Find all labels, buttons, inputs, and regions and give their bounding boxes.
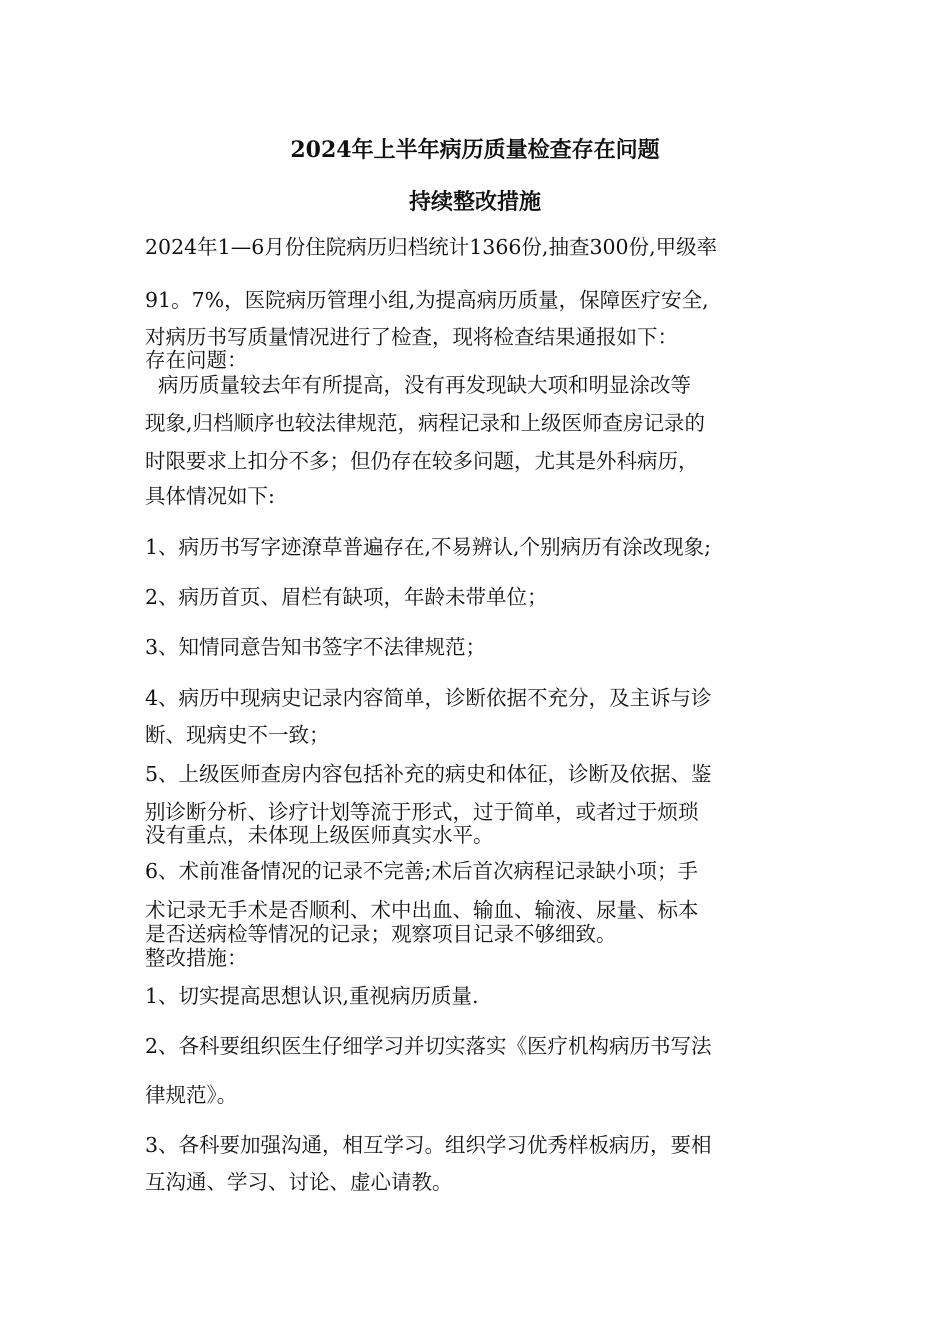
measures-heading: 整改措施： xyxy=(145,946,248,970)
measure-item-3-cont: 互沟通、学习、讨论、虚心请教。 xyxy=(145,1170,453,1194)
problem-item-2: 2、病历首页、眉栏有缺项，年龄未带单位； xyxy=(145,585,548,609)
problem-item-4-cont: 断、现病史不一致； xyxy=(145,723,330,747)
problem-item-3: 3、知情同意告知书签字不法律规范； xyxy=(145,635,487,659)
intro-line: 对病历书写质量情况进行了检查，现将检查结果通报如下： xyxy=(145,325,678,349)
problem-item-5-cont: 别诊断分析、诊疗计划等流于形式，过于简单，或者过于烦琐 xyxy=(145,800,699,824)
problems-summary-line: 现象,归档顺序也较法律规范，病程记录和上级医师查房记录的 xyxy=(145,411,706,435)
problem-item-6-cont: 是否送病检等情况的记录；观察项目记录不够细致。 xyxy=(145,922,617,946)
measure-item-2: 2、各科要组织医生仔细学习并切实落实《医疗机构病历书写法 xyxy=(145,1034,712,1058)
document-title: 2024年上半年病历质量检查存在问题 xyxy=(290,137,660,163)
problems-summary-line: 时限要求上扣分不多；但仍存在较多问题，尤其是外科病历， xyxy=(145,449,699,473)
problem-item-4: 4、病历中现病史记录内容简单，诊断依据不充分，及主诉与诊 xyxy=(145,686,712,710)
intro-line: 2024年1—6月份住院病历归档统计1366份,抽查300份,甲级率 xyxy=(145,235,718,259)
intro-line: 91。7%，医院病历管理小组,为提高病历质量，保障医疗安全, xyxy=(145,288,709,312)
measure-item-3: 3、各科要加强沟通，相互学习。组织学习优秀样板病历，要相 xyxy=(145,1133,712,1157)
problem-item-6: 6、术前准备情况的记录不完善;术后首次病程记录缺小项；手 xyxy=(145,859,698,883)
problems-heading: 存在问题： xyxy=(145,348,248,372)
problems-summary-line: 病历质量较去年有所提高，没有再发现缺大项和明显涂改等 xyxy=(145,373,692,397)
measure-item-2-cont: 律规范》。 xyxy=(145,1083,238,1107)
document-subtitle: 持续整改措施 xyxy=(408,189,541,215)
problem-item-5-cont: 没有重点，未体现上级医师真实水平。 xyxy=(145,823,494,847)
problem-item-1: 1、病历书写字迹潦草普遍存在,不易辨认,个别病历有涂改现象; xyxy=(145,535,711,559)
measure-item-1: 1、切实提高思想认识,重视病历质量. xyxy=(145,984,479,1008)
problems-summary-line: 具体情况如下: xyxy=(145,484,275,508)
problem-item-5: 5、上级医师查房内容包括补充的病史和体征，诊断及依据、鉴 xyxy=(145,762,712,786)
problem-item-6-cont: 术记录无手术是否顺利、术中出血、输血、输液、尿量、标本 xyxy=(145,898,699,922)
